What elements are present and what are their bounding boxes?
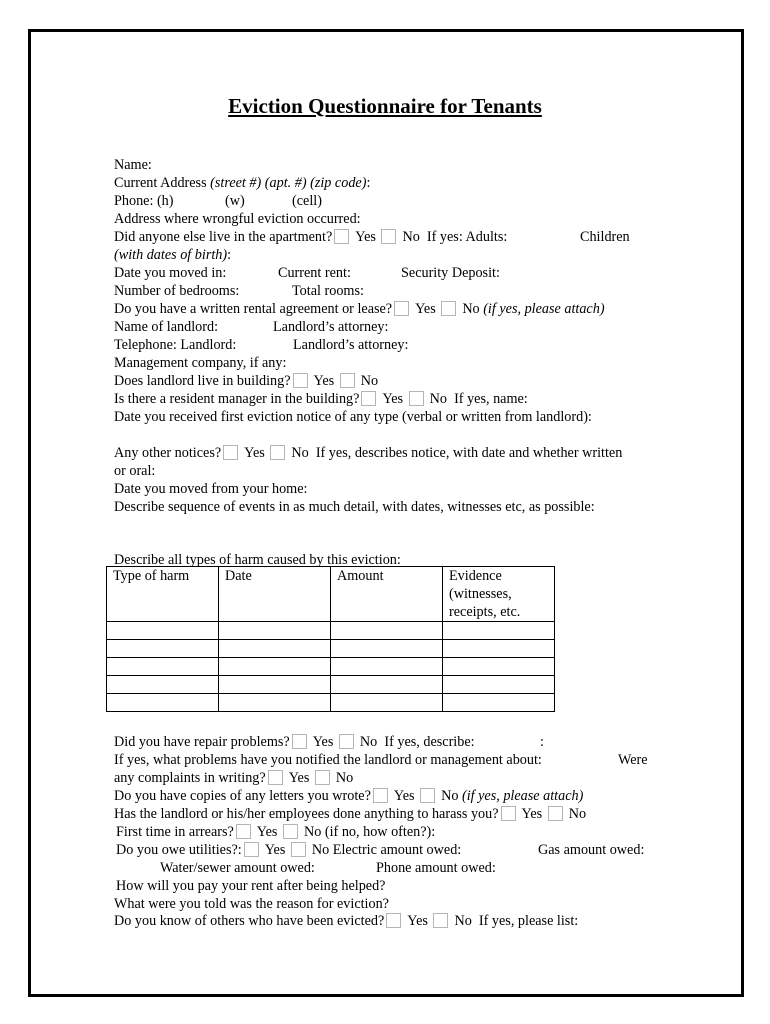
describe-colon: :	[540, 734, 544, 750]
harass-no-checkbox[interactable]	[548, 806, 563, 821]
utilities-no-checkbox[interactable]	[291, 842, 306, 857]
colon: :	[227, 247, 232, 263]
table-cell[interactable]	[219, 658, 331, 676]
no-label: No	[402, 229, 420, 245]
no-label: No	[462, 301, 480, 317]
electric-owed-label: Electric amount owed:	[332, 842, 462, 858]
complaints-writing-question: any complaints in writing?	[114, 770, 266, 786]
phone-cell-label: (cell)	[292, 193, 322, 209]
table-cell[interactable]	[107, 676, 219, 694]
no-label: No	[335, 770, 354, 786]
others-evicted-no-checkbox[interactable]	[433, 913, 448, 928]
telephone-attorney-label: Landlord’s attorney:	[293, 337, 409, 353]
yes-label: Yes	[407, 913, 428, 929]
repair-yes-checkbox[interactable]	[292, 734, 307, 749]
copies-letters-question: Do you have copies of any letters you wrote?	[114, 788, 371, 804]
table-header-row	[107, 567, 555, 622]
table-cell[interactable]	[443, 676, 555, 694]
describe-sequence-label: Describe sequence of events in as much detail, with dates, witnesses etc, as possible:	[114, 499, 595, 515]
anyone-else-line	[114, 228, 507, 246]
utilities-question: Do you owe utilities?:	[116, 842, 242, 858]
if-yes-list-label: If yes, please list:	[478, 913, 579, 929]
harass-question: Has the landlord or his/her employees done anything to harass you?	[114, 806, 499, 822]
no-label: No	[304, 824, 322, 840]
resident-manager-question: Is there a resident manager in the building?	[114, 391, 360, 407]
arrears-no-checkbox[interactable]	[283, 824, 298, 839]
arrears-yes-checkbox[interactable]	[236, 824, 251, 839]
no-label: No	[441, 788, 459, 804]
wrongful-eviction-address-label: Address where wrongful eviction occurred:	[114, 211, 361, 227]
written-agreement-line	[114, 300, 605, 318]
name-label: Name:	[114, 157, 152, 173]
table-cell[interactable]	[443, 640, 555, 658]
reason-eviction-label: What were you told was the reason for eviction?	[114, 896, 389, 912]
no-label: No	[291, 445, 309, 461]
yes-label: Yes	[521, 806, 543, 822]
yes-label: Yes	[312, 734, 334, 750]
table-cell[interactable]	[443, 694, 555, 712]
copies-letters-yes-checkbox[interactable]	[373, 788, 388, 803]
table-cell[interactable]	[331, 658, 443, 676]
others-evicted-question: Do you know of others who have been evicted?	[114, 913, 385, 929]
table-cell[interactable]	[443, 658, 555, 676]
management-company-label: Management company, if any:	[114, 355, 287, 371]
table-cell[interactable]	[331, 640, 443, 658]
other-notices-yes-checkbox[interactable]	[223, 445, 238, 460]
table-cell[interactable]	[219, 622, 331, 640]
date-moved-in-label: Date you moved in:	[114, 265, 227, 281]
yes-label: Yes	[264, 842, 286, 858]
evidence-line-2: (witnesses,	[449, 586, 512, 602]
table-cell[interactable]	[331, 694, 443, 712]
landlord-live-no-checkbox[interactable]	[340, 373, 355, 388]
header-type-of-harm: Type of harm	[107, 567, 219, 622]
current-address-label: Current Address	[114, 175, 207, 191]
current-address-hint: (street #) (apt. #) (zip code)	[210, 175, 367, 191]
written-agreement-no-checkbox[interactable]	[441, 301, 456, 316]
other-notices-line	[114, 444, 622, 462]
repair-line	[114, 733, 475, 751]
no-label: No	[359, 734, 378, 750]
table-row	[107, 640, 555, 658]
table-cell[interactable]	[107, 622, 219, 640]
children-label: Children	[580, 229, 630, 245]
no-label: No	[454, 913, 472, 929]
table-cell[interactable]	[107, 694, 219, 712]
table-cell[interactable]	[219, 694, 331, 712]
table-cell[interactable]	[331, 676, 443, 694]
landlord-live-question: Does landlord live in building?	[114, 373, 291, 389]
table-cell[interactable]	[443, 622, 555, 640]
table-cell[interactable]	[331, 622, 443, 640]
anyone-else-question: Did anyone else live in the apartment?	[114, 229, 333, 245]
others-evicted-line	[114, 912, 578, 930]
harm-table	[106, 566, 555, 712]
dob-line	[114, 246, 231, 264]
table-row	[107, 622, 555, 640]
date-moved-from-label: Date you moved from your home:	[114, 481, 308, 497]
security-deposit-label: Security Deposit:	[401, 265, 500, 281]
phone-work-label: (w)	[225, 193, 245, 209]
bedrooms-label: Number of bedrooms:	[114, 283, 240, 299]
copies-letters-no-checkbox[interactable]	[420, 788, 435, 803]
were-label: Were	[618, 752, 648, 768]
repair-no-checkbox[interactable]	[339, 734, 354, 749]
colon: :	[366, 175, 371, 191]
table-cell[interactable]	[219, 676, 331, 694]
resident-manager-line	[114, 390, 528, 408]
first-notice-label: Date you received first eviction notice of any type (verbal or written from landlord):	[114, 409, 592, 425]
table-row	[107, 676, 555, 694]
what-problems-label: If yes, what problems have you notified the landlord or management about:	[114, 752, 542, 768]
no-label: No	[429, 391, 447, 407]
attach-hint: (if yes, please attach)	[461, 788, 584, 804]
yes-label: Yes	[393, 788, 415, 804]
table-row	[107, 658, 555, 676]
anyone-else-no-checkbox[interactable]	[381, 229, 396, 244]
table-cell[interactable]	[219, 640, 331, 658]
resident-manager-no-checkbox[interactable]	[409, 391, 424, 406]
written-agreement-question: Do you have a written rental agreement or lease?	[114, 301, 393, 317]
yes-label: Yes	[415, 301, 436, 317]
complaints-writing-line	[114, 769, 353, 787]
landlord-live-line	[114, 372, 378, 390]
utilities-line	[116, 841, 461, 859]
yes-label: Yes	[355, 229, 376, 245]
evidence-line-3: receipts, etc.	[449, 604, 521, 620]
telephone-landlord-label: Telephone: Landlord:	[114, 337, 237, 353]
attach-hint: (if yes, please attach)	[483, 301, 605, 317]
copies-letters-line	[114, 787, 583, 805]
other-notices-detail: If yes, describes notice, with date and whether written	[315, 445, 623, 461]
resident-manager-yes-checkbox[interactable]	[361, 391, 376, 406]
no-label: No	[568, 806, 587, 822]
table-row	[107, 694, 555, 712]
yes-label: Yes	[256, 824, 278, 840]
yes-label: Yes	[288, 770, 310, 786]
others-evicted-yes-checkbox[interactable]	[386, 913, 401, 928]
header-date: Date	[219, 567, 331, 622]
utilities-yes-checkbox[interactable]	[244, 842, 259, 857]
complaints-writing-no-checkbox[interactable]	[315, 770, 330, 785]
landlord-live-yes-checkbox[interactable]	[293, 373, 308, 388]
repair-question: Did you have repair problems?	[114, 734, 290, 750]
anyone-else-yes-checkbox[interactable]	[334, 229, 349, 244]
current-rent-label: Current rent:	[278, 265, 351, 281]
describe-harm-label: Describe all types of harm caused by this eviction:	[114, 552, 401, 568]
other-notices-no-checkbox[interactable]	[270, 445, 285, 460]
harass-yes-checkbox[interactable]	[501, 806, 516, 821]
harass-line	[114, 805, 586, 823]
other-notices-question: Any other notices?	[114, 445, 222, 461]
table-cell[interactable]	[107, 640, 219, 658]
table-cell[interactable]	[107, 658, 219, 676]
header-amount: Amount	[331, 567, 443, 622]
phone-home-label: Phone: (h)	[114, 193, 174, 209]
no-label: No	[360, 373, 379, 389]
yes-label: Yes	[313, 373, 335, 389]
with-dob-hint: (with dates of birth)	[114, 247, 228, 263]
or-oral-label: or oral:	[114, 463, 156, 479]
yes-label: Yes	[244, 445, 265, 461]
current-address-line	[114, 174, 370, 192]
total-rooms-label: Total rooms:	[292, 283, 364, 299]
pay-rent-label: How will you pay your rent after being helped?	[116, 878, 386, 894]
no-label: No	[311, 842, 330, 858]
water-owed-label: Water/sewer amount owed:	[160, 860, 315, 876]
landlord-attorney-label: Landlord’s attorney:	[273, 319, 389, 335]
complaints-writing-yes-checkbox[interactable]	[268, 770, 283, 785]
phone-owed-label: Phone amount owed:	[376, 860, 496, 876]
adults-label: If yes: Adults:	[426, 229, 508, 245]
header-evidence	[443, 567, 555, 622]
if-yes-describe-label: If yes, describe:	[384, 734, 475, 750]
landlord-name-label: Name of landlord:	[114, 319, 219, 335]
evidence-line-1: Evidence	[449, 568, 502, 584]
how-often-label: (if no, how often?):	[324, 824, 436, 840]
arrears-line	[116, 823, 435, 841]
yes-label: Yes	[382, 391, 404, 407]
arrears-question: First time in arrears?	[116, 824, 234, 840]
manager-name-label: If yes, name:	[454, 391, 528, 407]
written-agreement-yes-checkbox[interactable]	[394, 301, 409, 316]
gas-owed-label: Gas amount owed:	[538, 842, 645, 858]
page-title: Eviction Questionnaire for Tenants	[228, 94, 542, 118]
